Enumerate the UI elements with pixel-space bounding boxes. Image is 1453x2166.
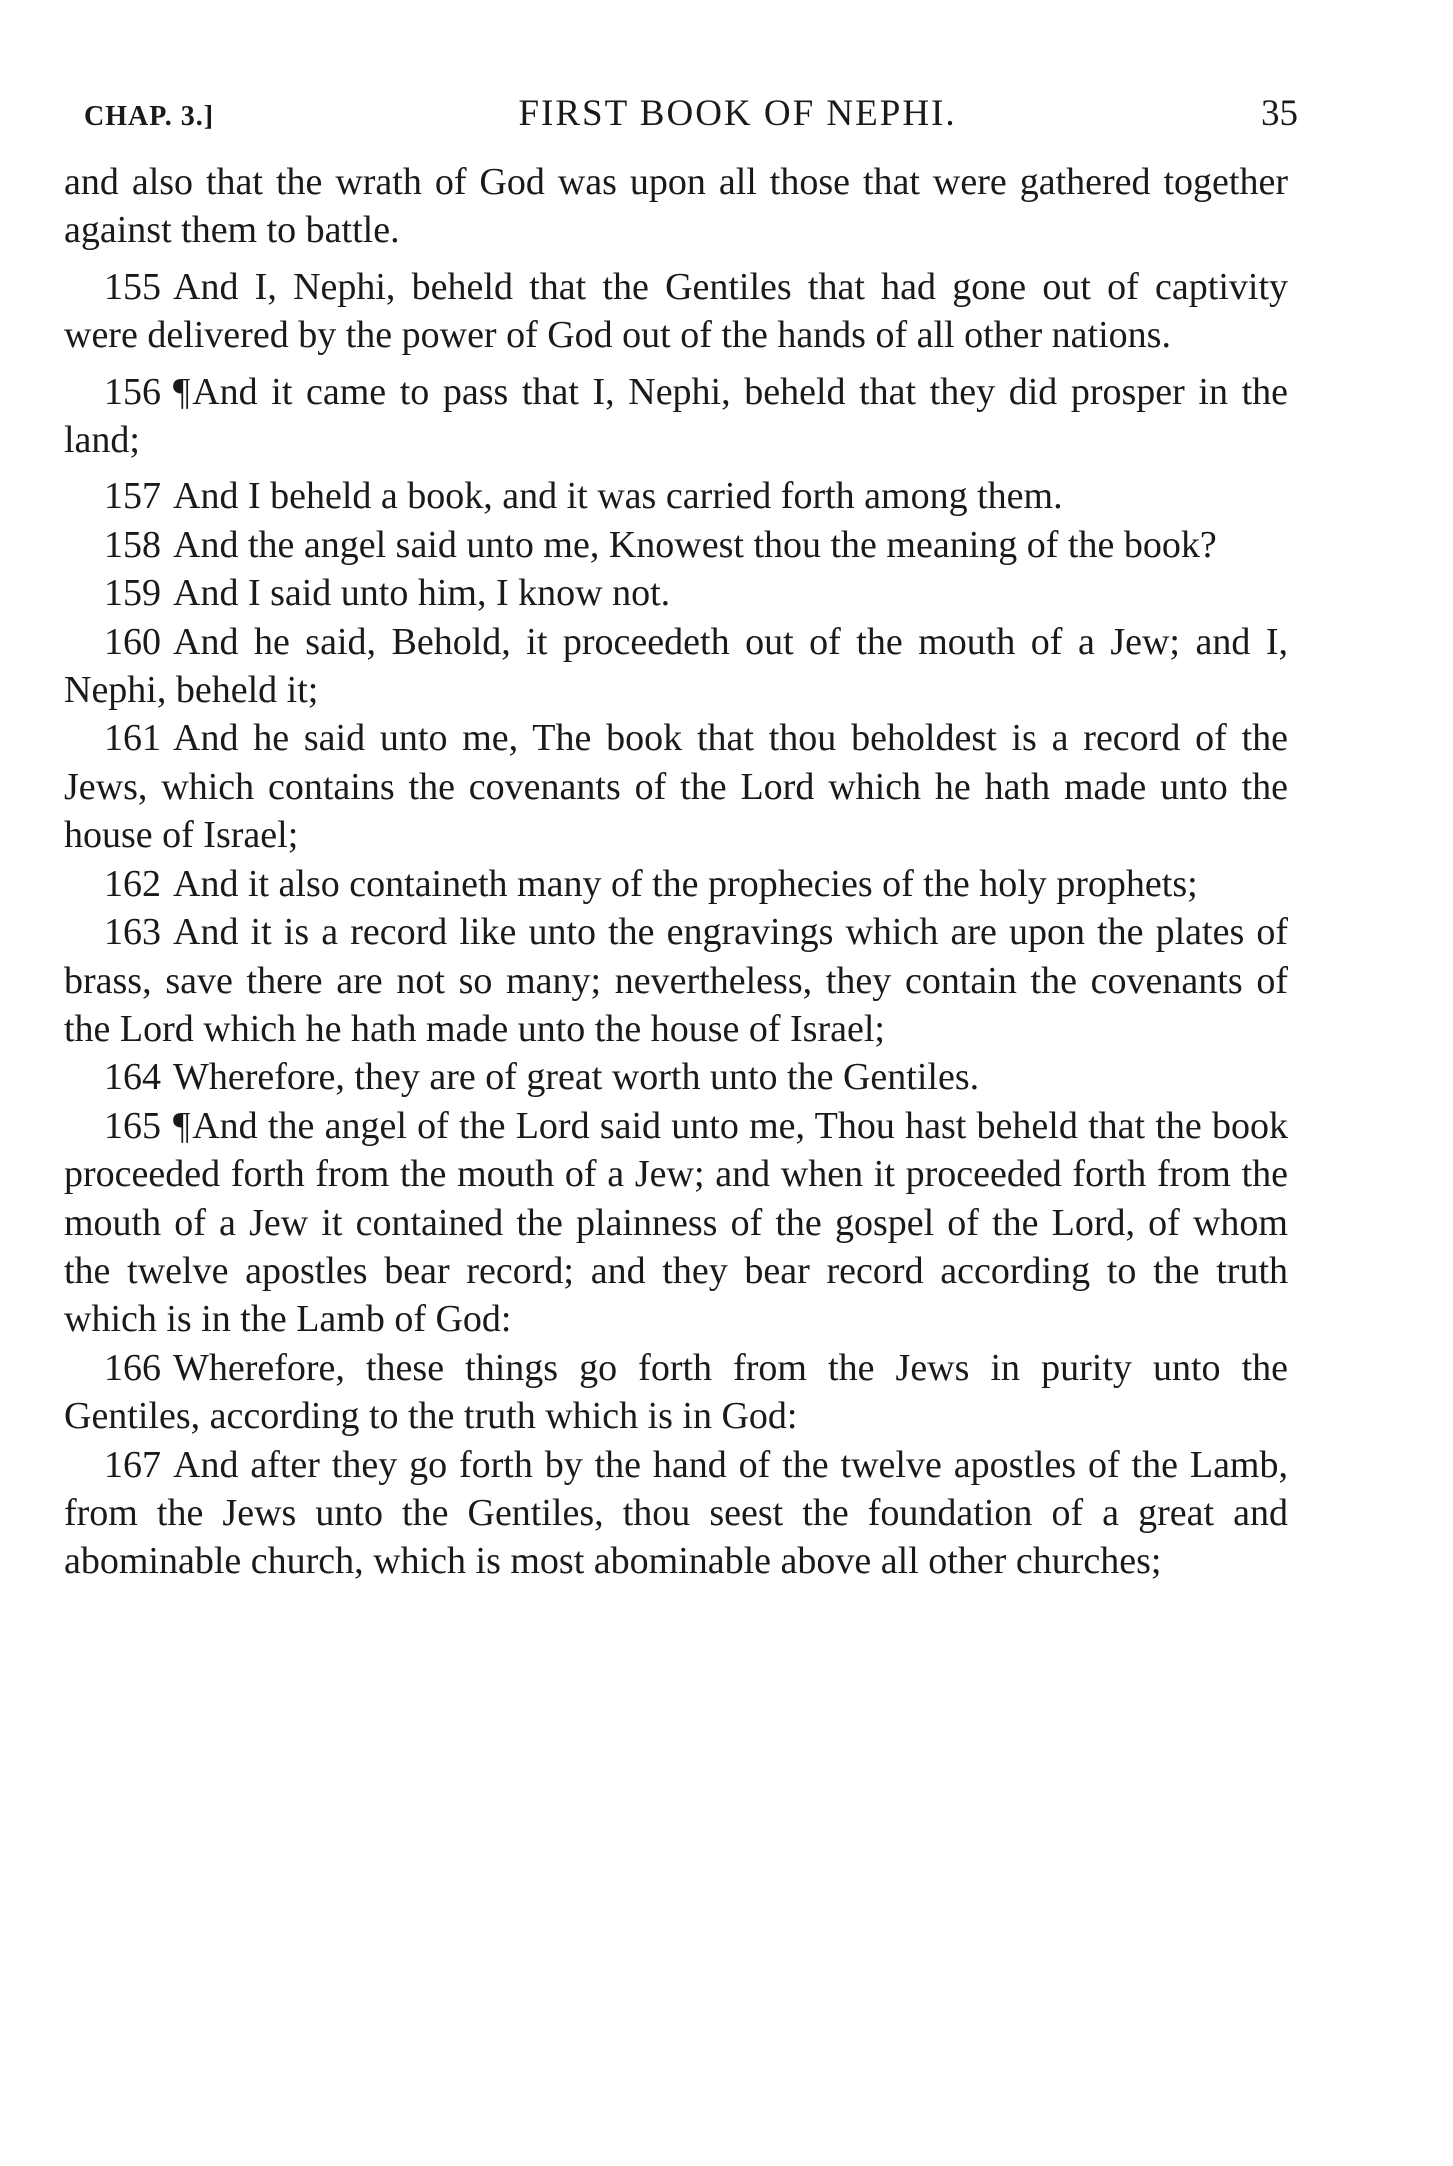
verse-text: And it also containeth many of the prophecies of the holy prophets; [173, 862, 1198, 905]
verse-156 [64, 368, 1288, 465]
verse-157 [64, 472, 1288, 520]
verse-text: And I beheld a book, and it was carried forth among them. [173, 475, 1063, 518]
verse-158 [64, 521, 1288, 569]
verse-text: And it is a record like unto the engravings which are upon the plates of brass, save there are not so many; nevertheless, they contain the covenants of the Lord which he hath made unto the house of Israel; [64, 911, 1288, 1050]
verse-164 [64, 1053, 1288, 1101]
verse-155 [64, 263, 1288, 360]
verse-number: 158 [104, 523, 161, 566]
chapter-label: CHAP. 3.] [84, 101, 215, 132]
verse-167 [64, 1441, 1288, 1586]
verse-number: 156 [104, 370, 161, 413]
verse-text: And it came to pass that I, Nephi, beheld that they did prosper in the land; [64, 370, 1288, 462]
verse-number: 164 [104, 1056, 161, 1099]
book-page [64, 92, 1298, 1586]
verse-text: And I said unto him, I know not. [173, 572, 671, 615]
verse-text: And the angel of the Lord said unto me, Thou hast beheld that the book proceeded forth from the mouth of a Jew; and when it proceeded forth from the mouth of a Jew it contained the plainness of the gospel of the Lord, of whom the twelve apostles bear record; and they bear record according to the truth which is in the Lamb of God: [64, 1104, 1288, 1341]
book-title: FIRST BOOK OF NEPHI. [518, 93, 957, 134]
page-number: 35 [1261, 93, 1298, 134]
verse-text: And I, Nephi, beheld that the Gentiles that had gone out of captivity were delivered by the power of God out of the hands of all other nations. [64, 265, 1288, 357]
verse-162 [64, 860, 1288, 908]
verse-number: 159 [104, 572, 161, 615]
pilcrow-mark: ¶ [173, 1104, 191, 1147]
verse-text: And the angel said unto me, Knowest thou the meaning of the book? [173, 523, 1217, 566]
running-head [84, 92, 1298, 158]
verse-number: 161 [104, 717, 161, 760]
verse-161 [64, 714, 1288, 859]
verse-text: And after they go forth by the hand of the twelve apostles of the Lamb, from the Jews unto the Gentiles, thou seest the foundation of a great and abominable church, which is most abominable above all other churches; [64, 1443, 1288, 1583]
verse-159 [64, 569, 1288, 617]
verse-number: 165 [104, 1104, 161, 1147]
verse-number: 155 [104, 265, 161, 308]
pilcrow-mark: ¶ [173, 370, 191, 413]
verse-continuation: and also that the wrath of God was upon all those that were gathered together against them to battle. [64, 161, 1288, 252]
page-text [64, 158, 1288, 1586]
verse-number: 166 [104, 1346, 161, 1389]
verse-number: 162 [104, 862, 161, 905]
verse-text: Wherefore, they are of great worth unto the Gentiles. [173, 1056, 980, 1099]
verse-number: 167 [104, 1443, 161, 1486]
verse-165 [64, 1102, 1288, 1344]
verse-163 [64, 908, 1288, 1053]
verse-number: 157 [104, 475, 161, 518]
verse-166 [64, 1344, 1288, 1441]
verse-160 [64, 618, 1288, 715]
verse-number: 160 [104, 620, 161, 663]
verse-text: And he said unto me, The book that thou beholdest is a record of the Jews, which contains the covenants of the Lord which he hath made unto the house of Israel; [64, 717, 1288, 857]
verse-text: Wherefore, these things go forth from the Jews in purity unto the Gentiles, according to the truth which is in God: [64, 1346, 1288, 1438]
verse-text: And he said, Behold, it proceedeth out of the mouth of a Jew; and I, Nephi, beheld it; [64, 620, 1288, 712]
verse-number: 163 [104, 911, 161, 954]
